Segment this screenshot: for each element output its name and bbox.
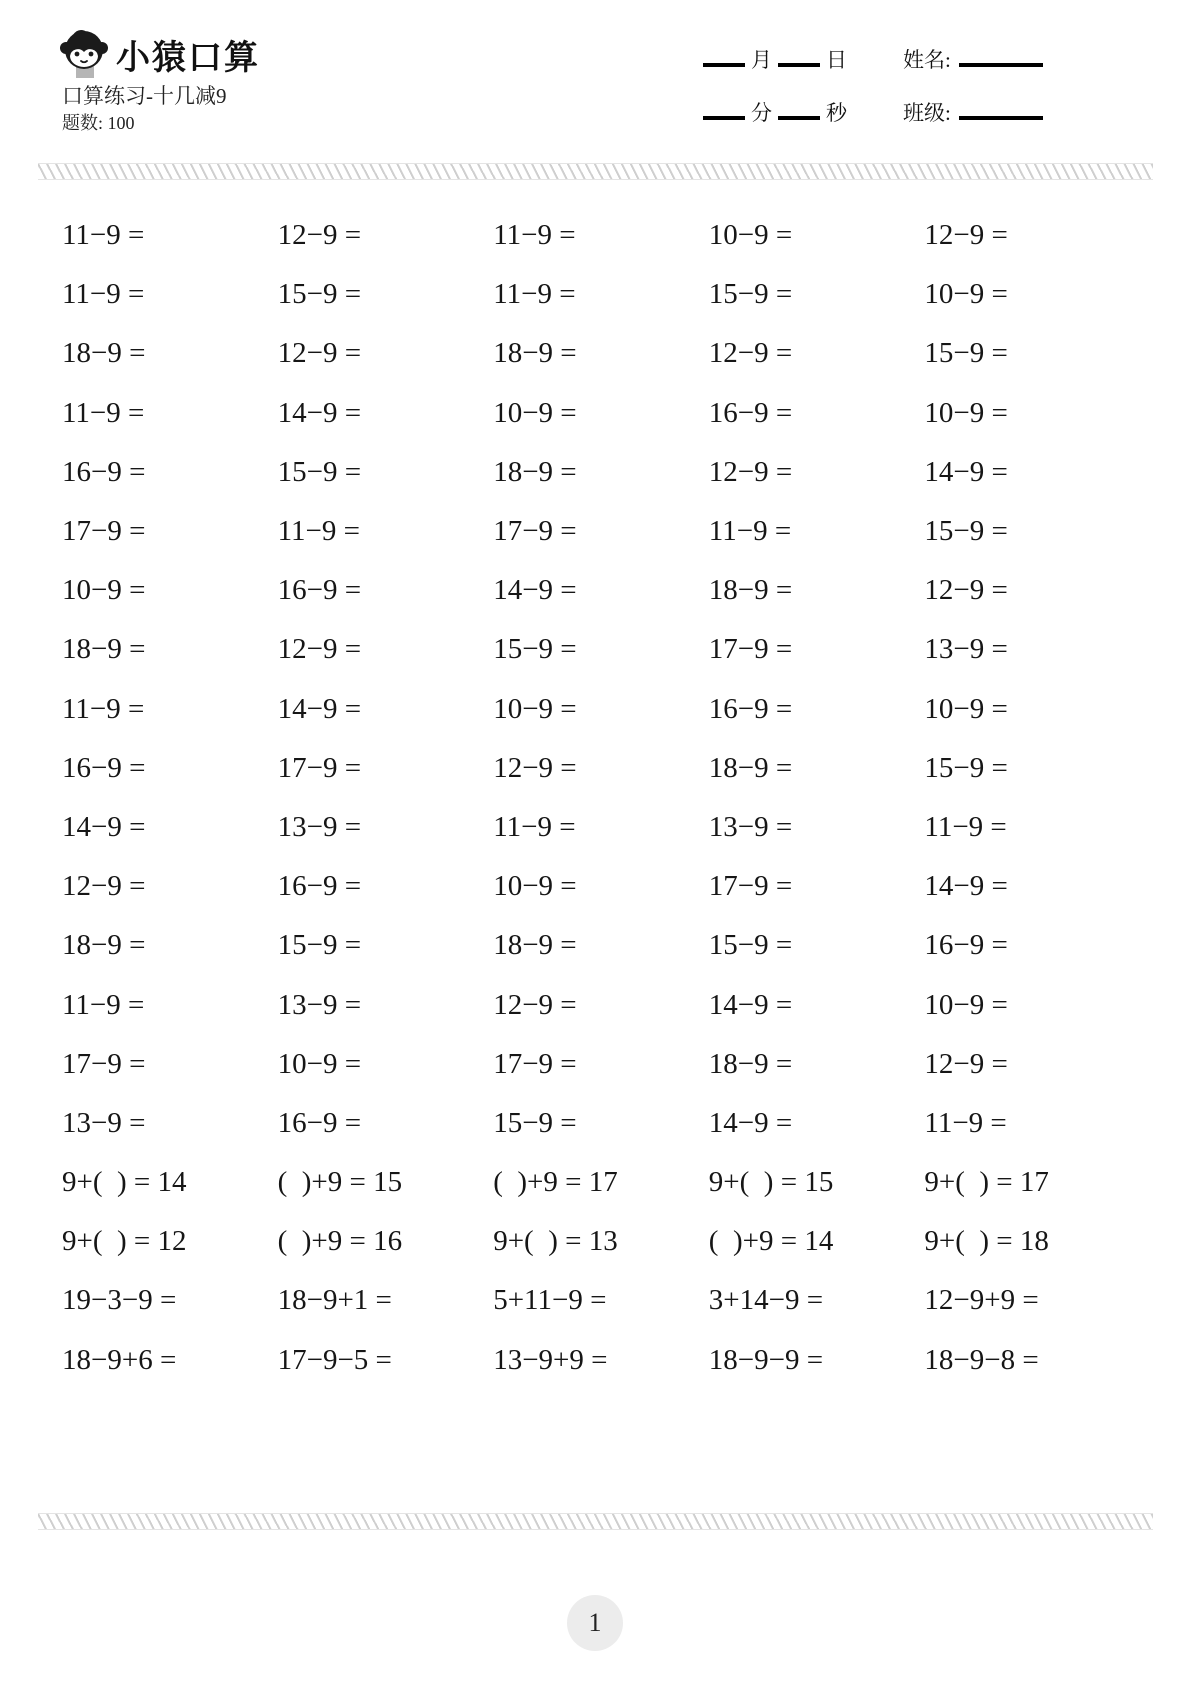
problem: 12−9 =	[277, 219, 362, 252]
problem: 12−9 =	[493, 988, 577, 1021]
minute-blank-line	[703, 102, 745, 120]
app-name: 小猿口算	[116, 38, 260, 77]
problem: 16−9 =	[708, 396, 793, 429]
day-blank-line	[778, 49, 820, 67]
problem: 10−9 =	[708, 219, 793, 252]
problem: 15−9 =	[493, 633, 577, 666]
app-logo	[60, 28, 260, 80]
header-fillin-block	[697, 44, 1049, 150]
problem: 9+( ) = 18	[924, 1225, 1049, 1258]
month-label: 月	[751, 48, 772, 72]
problem: 17−9 =	[493, 1047, 577, 1080]
problem: 10−9 =	[924, 692, 1008, 725]
sheet-title: 口算练习-十几减9	[62, 84, 227, 108]
day-label: 日	[826, 48, 847, 72]
problem: 16−9 =	[708, 692, 793, 725]
problem: 18−9 =	[493, 455, 577, 488]
bottom-divider-hatch	[38, 1513, 1153, 1530]
problem: 15−9 =	[493, 1106, 577, 1139]
second-label: 秒	[826, 101, 847, 125]
problem: 11−9 =	[924, 1106, 1007, 1139]
problem: 10−9 =	[924, 278, 1008, 311]
problem: 16−9 =	[924, 929, 1008, 962]
problem: 13−9 =	[924, 633, 1008, 666]
problem: 19−3−9 =	[62, 1284, 177, 1317]
problem: 14−9 =	[277, 396, 362, 429]
problem: 11−9 =	[493, 810, 576, 843]
page-number-badge	[567, 1595, 623, 1651]
problem: 13−9+9 =	[493, 1343, 608, 1376]
problem: 12−9 =	[277, 633, 362, 666]
problem: 11−9 =	[62, 219, 145, 252]
problem: 14−9 =	[62, 810, 146, 843]
problem: 13−9 =	[708, 810, 793, 843]
question-count: 题数: 100	[62, 113, 135, 133]
problem: 18−9 =	[493, 337, 577, 370]
problem: 18−9 =	[493, 929, 577, 962]
problem: 5+11−9 =	[493, 1284, 607, 1317]
problem: 16−9 =	[277, 1106, 362, 1139]
problem: ( )+9 = 17	[493, 1166, 618, 1199]
problem: 11−9 =	[277, 515, 360, 548]
problem: 18−9 =	[708, 1047, 793, 1080]
problem: 10−9 =	[62, 574, 146, 607]
problem: 17−9 =	[62, 1047, 146, 1080]
problem: 11−9 =	[924, 810, 1007, 843]
problem: 16−9 =	[277, 574, 362, 607]
problem: 15−9 =	[277, 929, 362, 962]
problem: 15−9 =	[924, 337, 1008, 370]
class-label: 班级:	[903, 101, 951, 125]
problem: 14−9 =	[924, 455, 1008, 488]
problem: 11−9 =	[493, 278, 576, 311]
problem: 9+( ) = 15	[708, 1166, 834, 1199]
problem: 12−9 =	[277, 337, 362, 370]
problem: 17−9−5 =	[277, 1343, 392, 1376]
problem: 14−9 =	[277, 692, 362, 725]
month-blank-line	[703, 49, 745, 67]
problem: 18−9+6 =	[62, 1343, 177, 1376]
problem: 18−9−8 =	[924, 1343, 1039, 1376]
problem: 12−9 =	[493, 751, 577, 784]
problem: 12−9 =	[708, 455, 793, 488]
problem: ( )+9 = 14	[708, 1225, 834, 1258]
problem: 11−9 =	[62, 692, 145, 725]
problem: 14−9 =	[708, 988, 793, 1021]
problem: 12−9 =	[924, 1047, 1008, 1080]
problem: 17−9 =	[277, 751, 362, 784]
problem: 16−9 =	[277, 870, 362, 903]
problem: 12−9+9 =	[924, 1284, 1039, 1317]
problem: 17−9 =	[708, 633, 793, 666]
problem: 15−9 =	[924, 751, 1008, 784]
second-blank-line	[778, 102, 820, 120]
problem: 17−9 =	[708, 870, 793, 903]
problem: 15−9 =	[708, 929, 793, 962]
problem: 15−9 =	[277, 455, 362, 488]
problem: 16−9 =	[62, 751, 146, 784]
problem: 10−9 =	[493, 692, 577, 725]
problem: 3+14−9 =	[708, 1284, 824, 1317]
problem: 18−9 =	[708, 751, 793, 784]
problem: 15−9 =	[924, 515, 1008, 548]
problem: 11−9 =	[62, 396, 145, 429]
problem: 10−9 =	[924, 988, 1008, 1021]
problem: 18−9 =	[62, 929, 146, 962]
problem: 13−9 =	[277, 988, 362, 1021]
problem: 11−9 =	[62, 988, 145, 1021]
problem: 18−9 =	[708, 574, 793, 607]
problem: 14−9 =	[708, 1106, 793, 1139]
problem: 14−9 =	[493, 574, 577, 607]
problem: 10−9 =	[277, 1047, 362, 1080]
problem: 9+( ) = 14	[62, 1166, 187, 1199]
problem: 11−9 =	[708, 515, 792, 548]
problem: ( )+9 = 16	[277, 1225, 403, 1258]
problem: 12−9 =	[708, 337, 793, 370]
problem: 16−9 =	[62, 455, 146, 488]
problem: 17−9 =	[493, 515, 577, 548]
problem: 12−9 =	[62, 870, 146, 903]
problem: 12−9 =	[924, 219, 1008, 252]
problem: 12−9 =	[924, 574, 1008, 607]
top-divider-hatch	[38, 163, 1153, 180]
name-blank-line	[959, 49, 1043, 67]
name-label: 姓名:	[903, 48, 951, 72]
problem: ( )+9 = 15	[277, 1166, 403, 1199]
problem: 14−9 =	[924, 870, 1008, 903]
time-class-row	[697, 97, 1049, 127]
problem: 11−9 =	[493, 219, 576, 252]
monkey-logo-icon	[60, 28, 108, 80]
page-number: 1	[588, 1608, 602, 1637]
problem: 17−9 =	[62, 515, 146, 548]
date-name-row	[697, 44, 1049, 74]
problem: 15−9 =	[277, 278, 362, 311]
problem: 18−9+1 =	[277, 1284, 392, 1317]
problem: 10−9 =	[924, 396, 1008, 429]
problem: 9+( ) = 12	[62, 1225, 187, 1258]
problem: 9+( ) = 17	[924, 1166, 1049, 1199]
class-blank-line	[959, 102, 1043, 120]
problem: 11−9 =	[62, 278, 145, 311]
problem: 18−9−9 =	[708, 1343, 824, 1376]
problem: 10−9 =	[493, 396, 577, 429]
problem: 18−9 =	[62, 337, 146, 370]
problem: 13−9 =	[62, 1106, 146, 1139]
problem: 15−9 =	[708, 278, 793, 311]
problem: 10−9 =	[493, 870, 577, 903]
problem-grid	[62, 206, 1140, 1390]
problem: 9+( ) = 13	[493, 1225, 618, 1258]
minute-label: 分	[751, 101, 772, 125]
problem: 13−9 =	[277, 810, 362, 843]
problem: 18−9 =	[62, 633, 146, 666]
